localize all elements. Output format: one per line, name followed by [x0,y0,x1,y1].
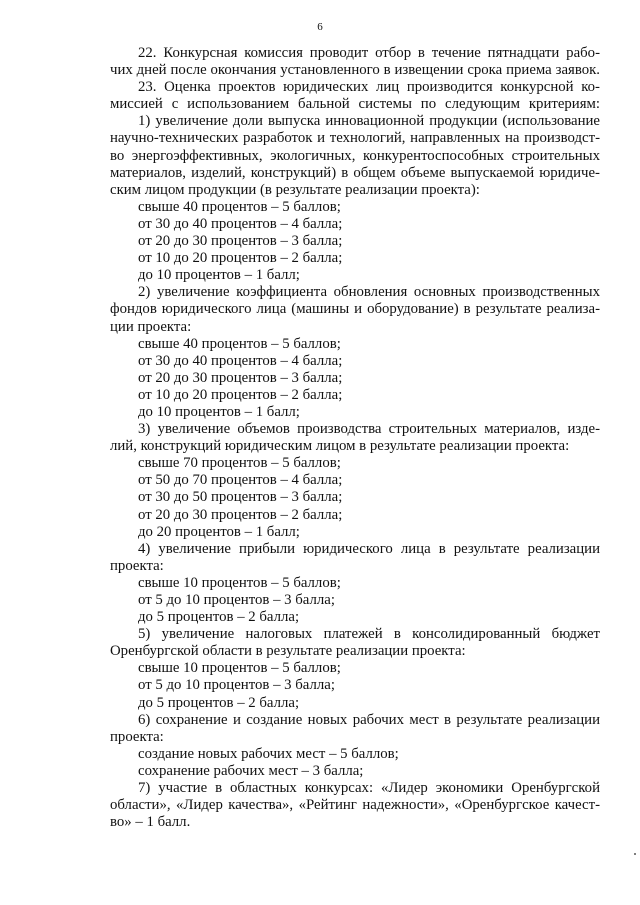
criterion-line: от 30 до 40 процентов – 4 балла; [138,352,343,369]
criterion-line: от 30 до 40 процентов – 4 балла; [138,215,343,232]
paragraph-line: миссией с использованием бальной системы по следующим критериям: [110,96,600,113]
criterion-line: свыше 10 процентов – 5 баллов; [138,574,341,591]
criterion-line: от 20 до 30 процентов – 3 балла; [138,233,343,250]
criterion-line: от 30 до 50 процентов – 3 балла; [138,489,343,506]
criterion-line: свыше 40 процентов – 5 баллов; [138,198,341,215]
paragraph-first-line: 22. Конкурсная комиссия проводит отбор в течение пятнадцати рабо- [138,45,600,61]
paragraph-line: материалов, изделий, конструкций) в общем объеме выпускаемой юридиче- [110,164,600,181]
paragraph-first-line: 2) увеличение коэффициента обновления основных производственных [138,284,600,301]
criterion-line: до 10 процентов – 1 балл; [138,403,300,420]
criterion-line: до 5 процентов – 2 балла; [138,694,300,711]
page-number: 6 [317,21,323,33]
criterion-line: свыше 10 процентов – 5 баллов; [138,660,341,677]
paragraph-line: научно-технических разработок и технологий, направленных на производст- [110,130,600,147]
paragraph-first-line: 4) увеличение прибыли юридического лица в результате реализации [138,540,600,557]
criterion-line: до 10 процентов – 1 балл; [138,267,300,284]
criterion-line: от 10 до 20 процентов – 2 балла; [138,386,343,403]
paragraph-first-line: 23. Оценка проектов юридических лиц производится конкурсной ко- [138,79,600,96]
paragraph-line: чих дней после окончания установленного в извещении срока приема заявок. [110,62,600,79]
paragraph-last-line: Оренбургской области в результате реализации проекта: [110,643,466,660]
paragraph-line: области», «Лидер качества», «Рейтинг надежности», «Оренбургское качест- [110,797,600,814]
paragraph-first-line: 5) увеличение налоговых платежей в консолидированный бюджет [138,626,600,643]
paragraph-last-line: во» – 1 балл. [110,814,191,831]
paragraph-last-line: проекта: [110,557,164,574]
paragraph-first-line: 7) участие в областных конкурсах: «Лидер экономики Оренбургской [138,780,600,797]
criterion-line: создание новых рабочих мест – 5 баллов; [138,745,399,762]
criterion-line: сохранение рабочих мест – 3 балла; [138,762,364,779]
paragraph-line: фондов юридического лица (машины и оборудование) в результате реализа- [110,301,600,318]
criterion-line: от 20 до 30 процентов – 3 балла; [138,369,343,386]
criterion-line: до 5 процентов – 2 балла; [138,609,300,626]
criterion-line: от 50 до 70 процентов – 4 балла; [138,472,343,489]
paragraph-line: во энергоэффективных, экологичных, конкурентоспособных строительных [110,147,600,164]
criterion-line: до 20 процентов – 1 балл; [138,523,300,540]
paragraph-first-line: 3) увеличение объемов производства строительных материалов, изде- [138,421,600,438]
paragraph-last-line: ским лицом продукции (в результате реализации проекта): [110,181,480,198]
criterion-line: от 10 до 20 процентов – 2 балла; [138,250,343,267]
scan-speck [634,853,636,855]
criterion-line: свыше 70 процентов – 5 баллов; [138,455,341,472]
criterion-line: от 20 до 30 процентов – 2 балла; [138,506,343,523]
paragraph-first-line: 6) сохранение и создание новых рабочих мест в результате реализации [138,711,600,728]
criterion-line: от 5 до 10 процентов – 3 балла; [138,592,335,608]
paragraph-last-line: ции проекта: [110,318,192,335]
criterion-line: от 5 до 10 процентов – 3 балла; [138,677,335,694]
body-text [110,45,600,831]
criterion-line: свыше 40 процентов – 5 баллов; [138,335,341,352]
paragraph-last-line: проекта: [110,728,164,745]
paragraph-last-line: лий, конструкций юридическим лицом в результате реализации проекта: [110,438,570,455]
paragraph-first-line: 1) увеличение доли выпуска инновационной продукции (использование [138,113,600,130]
